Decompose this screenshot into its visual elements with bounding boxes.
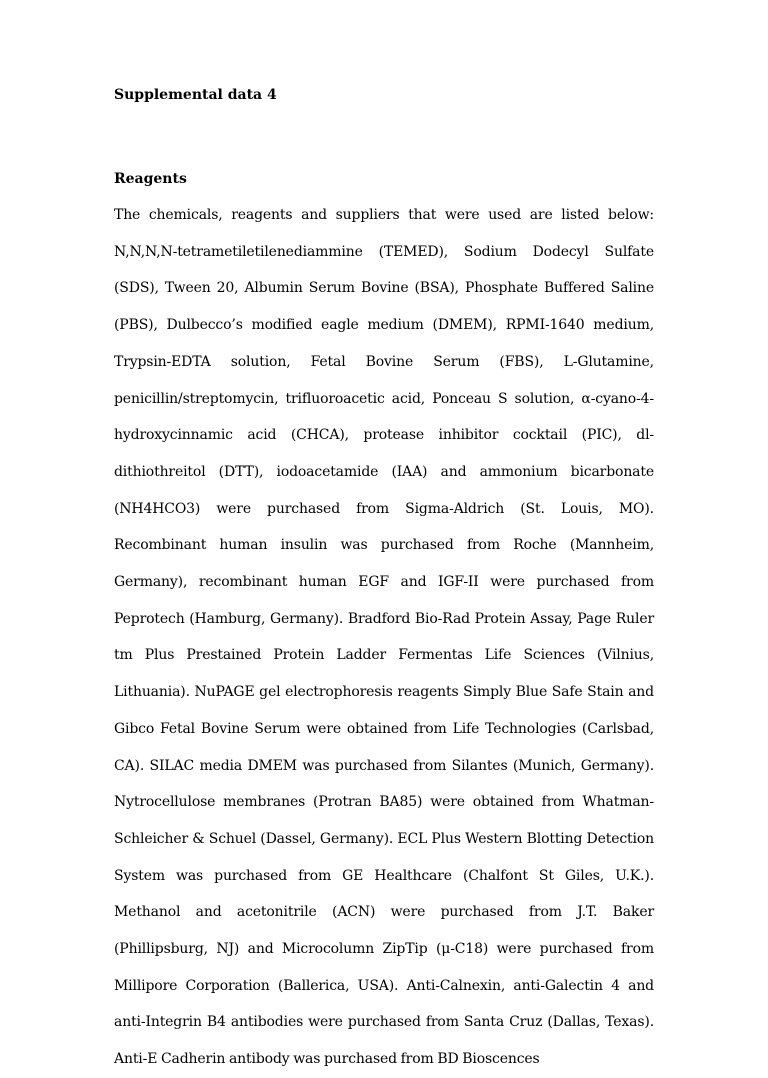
body-paragraph: The chemicals, reagents and suppliers that were used are listed below: N,N,N,N-tetrametiletilenediammine (TEMED), Sodium Dodecyl Sulfate (SDS), Tween 20, Albumin Serum Bovine (BSA), Phosphate Buffered Saline (PBS), Dulbecco’s modified eagle medium (DMEM), RPMI-1640 medium, Trypsin-EDTA solution, Fetal Bovine Serum (FBS), L-Glutamine, penicillin/streptomycin, trifluoroacetic acid, Ponceau S solution, α-cyano-4-hydroxycinnamic acid (CHCA), protease inhibitor cocktail (PIC), dl-dithiothreitol (DTT), iodoacetamide (IAA) and ammonium bicarbonate (NH4HCO3) were purchased from Sigma-Aldrich (St. Louis, MO). Recombinant human insulin was purchased from Roche (Mannheim, Germany), recombinant human EGF and IGF-II were purchased from Peprotech (Hamburg, Germany). Bradford Bio-Rad Protein Assay, Page Ruler tm Plus Prestained Protein Ladder Fermentas Life Sciences (Vilnius, Lithuania). NuPAGE gel electrophoresis reagents Simply Blue Safe Stain and Gibco Fetal Bovine Serum were obtained from Life Technologies (Carlsbad, CA). SILAC media DMEM was purchased from Silantes (Munich, Germany). Nytrocellulose membranes (Protran BA85) were obtained from Whatman-Schleicher & Schuel (Dassel, Germany). ECL Plus Western Blotting Detection System was purchased from GE Healthcare (Chalfont St Giles, U.K.). Methanol and acetonitrile (ACN) were purchased from J.T. Baker (Phillipsburg, NJ) and Microcolumn ZipTip (μ-C18) were purchased from Millipore Corporation (Ballerica, USA). Anti-Calnexin, anti-Galectin 4 and anti-Integrin B4 antibodies were purchased from Santa Cruz (Dallas, Texas). Anti-E Cadherin antibody was purchased from BD Bioscences [114, 207, 654, 1068]
document-title: Supplemental data 4 [114, 87, 277, 103]
section-heading: Reagents [114, 171, 187, 187]
